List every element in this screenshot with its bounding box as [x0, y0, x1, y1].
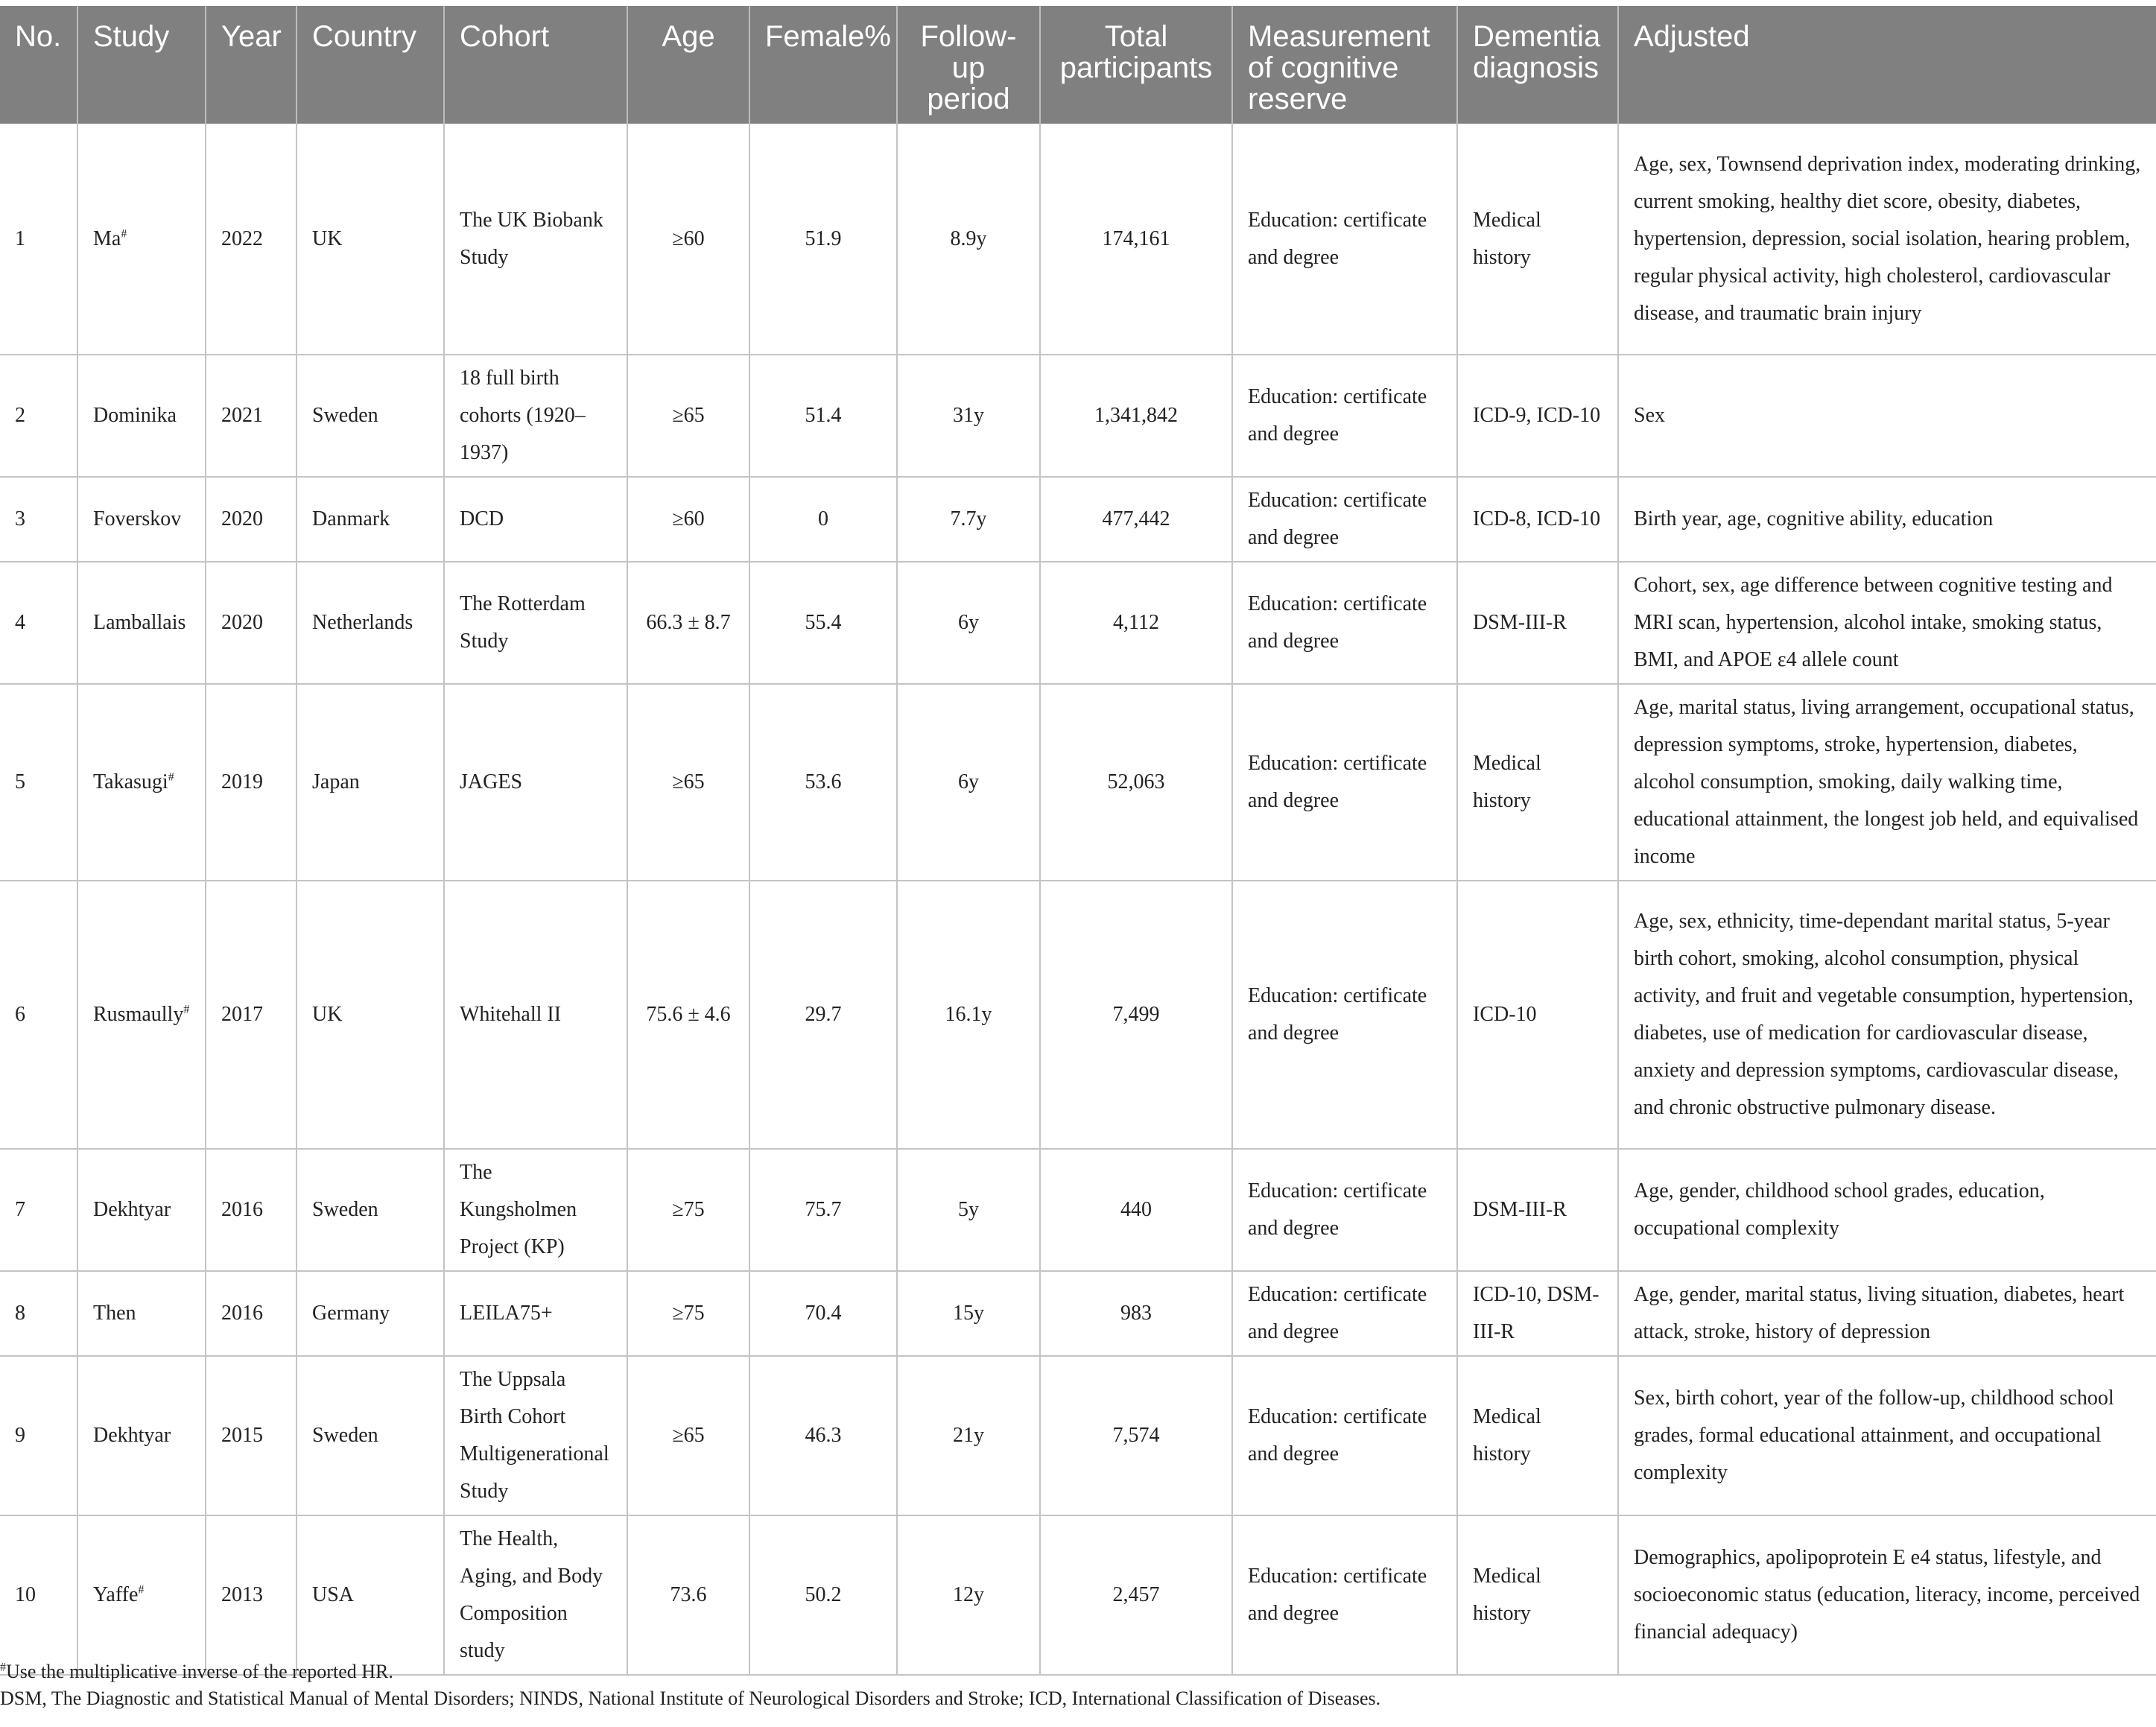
cell-adjusted: [1618, 355, 2156, 477]
measurement-text: Education: certificate and degree: [1248, 489, 1427, 549]
female-text: 70.4: [805, 1302, 842, 1325]
cell-diagnosis: [1457, 477, 1618, 562]
cell-total: [1040, 1271, 1232, 1356]
table-row: [0, 355, 2156, 477]
header-total: Total participants: [1040, 6, 1232, 124]
diagnosis-text: ICD-9, ICD-10: [1473, 404, 1601, 427]
cell-country: [297, 881, 444, 1149]
cell-diagnosis: [1457, 562, 1618, 684]
cell-age: [627, 684, 749, 881]
diagnosis-text: DSM-III-R: [1473, 611, 1567, 634]
cell-study: [77, 477, 206, 562]
cell-total: [1040, 1515, 1232, 1675]
cell-cohort: [444, 881, 627, 1149]
year-text: 2016: [221, 1198, 263, 1221]
follow-up-text: 7.7y: [950, 507, 987, 530]
cell-country: [297, 477, 444, 562]
no-text: 1: [15, 226, 25, 250]
cell-measurement: [1232, 881, 1457, 1149]
cell-age: [627, 355, 749, 477]
cell-year: [206, 1149, 297, 1271]
cell-follow-up: [897, 477, 1040, 562]
female-text: 29.7: [805, 1003, 842, 1026]
header-follow-up: Follow-up period: [897, 6, 1040, 124]
age-text: 75.6 ± 4.6: [646, 1003, 731, 1026]
table-body: [0, 124, 2156, 1675]
cohort-text: The Rotterdam Study: [460, 592, 586, 653]
follow-up-text: 6y: [958, 611, 979, 634]
header-row: [0, 6, 2156, 124]
cell-study: [77, 1271, 206, 1356]
age-text: ≥60: [672, 507, 705, 530]
age-text: ≥60: [672, 226, 705, 250]
cell-cohort: [444, 477, 627, 562]
total-text: 7,499: [1112, 1003, 1160, 1026]
study-text: Then: [93, 1302, 136, 1325]
cell-year: [206, 1515, 297, 1675]
cell-adjusted: [1618, 124, 2156, 355]
age-text: ≥65: [672, 404, 705, 427]
cell-cohort: [444, 1356, 627, 1515]
cell-follow-up: [897, 1515, 1040, 1675]
cohort-text: The UK Biobank Study: [460, 208, 603, 269]
age-text: ≥65: [672, 1424, 705, 1447]
cell-total: [1040, 1356, 1232, 1515]
cell-adjusted: [1618, 881, 2156, 1149]
cell-no: [0, 881, 77, 1149]
no-text: 8: [15, 1302, 25, 1325]
total-text: 2,457: [1112, 1583, 1160, 1606]
cell-female: [749, 1149, 897, 1271]
female-text: 51.9: [805, 226, 842, 250]
cell-adjusted: [1618, 684, 2156, 881]
cohort-text: The Uppsala Birth Cohort Multigenerational Study: [460, 1368, 609, 1503]
year-text: 2020: [221, 507, 263, 530]
table-row: [0, 1271, 2156, 1356]
age-text: ≥75: [672, 1198, 705, 1221]
cell-year: [206, 124, 297, 355]
cell-female: [749, 1515, 897, 1675]
follow-up-text: 5y: [958, 1198, 979, 1221]
year-text: 2013: [221, 1583, 263, 1606]
female-text: 50.2: [805, 1583, 842, 1606]
table-row: [0, 684, 2156, 881]
cell-no: [0, 1515, 77, 1675]
cell-cohort: [444, 124, 627, 355]
cell-country: [297, 355, 444, 477]
year-text: 2021: [221, 404, 263, 427]
country-text: Netherlands: [312, 611, 413, 634]
female-text: 0: [818, 507, 828, 530]
measurement-text: Education: certificate and degree: [1248, 1283, 1427, 1343]
cell-total: [1040, 355, 1232, 477]
year-text: 2016: [221, 1302, 263, 1325]
cohort-text: DCD: [460, 507, 504, 530]
cell-follow-up: [897, 1356, 1040, 1515]
study-text: Yaffe: [93, 1583, 139, 1606]
cell-no: [0, 1271, 77, 1356]
cell-no: [0, 124, 77, 355]
year-text: 2022: [221, 226, 263, 250]
diagnosis-text: ICD-10, DSM-III-R: [1473, 1283, 1599, 1343]
cell-adjusted: [1618, 562, 2156, 684]
cell-female: [749, 1356, 897, 1515]
cell-measurement: [1232, 684, 1457, 881]
cell-follow-up: [897, 1149, 1040, 1271]
table-row: [0, 124, 2156, 355]
year-text: 2017: [221, 1003, 263, 1026]
cell-follow-up: [897, 124, 1040, 355]
cell-female: [749, 355, 897, 477]
cell-year: [206, 881, 297, 1149]
measurement-text: Education: certificate and degree: [1248, 385, 1427, 446]
cell-measurement: [1232, 1271, 1457, 1356]
diagnosis-text: Medical history: [1473, 208, 1541, 269]
country-text: UK: [312, 1003, 343, 1026]
cell-follow-up: [897, 684, 1040, 881]
header-no: No.: [0, 6, 77, 124]
adjusted-text: Birth year, age, cognitive ability, education: [1634, 507, 1994, 530]
country-text: Sweden: [312, 1424, 378, 1447]
cell-age: [627, 477, 749, 562]
diagnosis-text: Medical history: [1473, 1565, 1541, 1625]
cell-study: [77, 124, 206, 355]
age-text: ≥65: [672, 770, 705, 793]
no-text: 10: [15, 1583, 36, 1606]
cell-cohort: [444, 562, 627, 684]
adjusted-text: Age, gender, marital status, living situation, diabetes, heart attack, stroke, history of depression: [1634, 1283, 2125, 1343]
age-text: 73.6: [670, 1583, 707, 1606]
country-text: USA: [312, 1583, 355, 1606]
cell-no: [0, 355, 77, 477]
year-text: 2015: [221, 1424, 263, 1447]
cell-follow-up: [897, 881, 1040, 1149]
female-text: 55.4: [805, 611, 842, 634]
no-text: 5: [15, 770, 25, 793]
cell-study: [77, 684, 206, 881]
table-row: [0, 1356, 2156, 1515]
cell-adjusted: [1618, 1356, 2156, 1515]
cell-total: [1040, 1149, 1232, 1271]
age-text: 66.3 ± 8.7: [646, 611, 731, 634]
header-year: Year: [206, 6, 297, 124]
cell-cohort: [444, 1515, 627, 1675]
header-cohort: Cohort: [444, 6, 627, 124]
female-text: 53.6: [805, 770, 842, 793]
measurement-text: Education: certificate and degree: [1248, 208, 1427, 269]
cell-adjusted: [1618, 477, 2156, 562]
measurement-text: Education: certificate and degree: [1248, 1179, 1427, 1240]
cell-no: [0, 562, 77, 684]
footnotes: [0, 1658, 2156, 1712]
no-text: 3: [15, 507, 25, 530]
follow-up-text: 15y: [953, 1302, 984, 1325]
adjusted-text: Sex: [1634, 404, 1665, 427]
cohort-text: Whitehall II: [460, 1003, 562, 1026]
cell-diagnosis: [1457, 1271, 1618, 1356]
female-text: 46.3: [805, 1424, 842, 1447]
measurement-text: Education: certificate and degree: [1248, 1405, 1427, 1465]
cell-study: [77, 881, 206, 1149]
cell-age: [627, 124, 749, 355]
follow-up-text: 8.9y: [950, 226, 987, 250]
adjusted-text: Demographics, apolipoprotein E e4 status, lifestyle, and socioeconomic status (education, literacy, income, perceived financial adequacy): [1634, 1546, 2140, 1644]
cell-female: [749, 1271, 897, 1356]
cell-measurement: [1232, 355, 1457, 477]
diagnosis-text: ICD-10: [1473, 1003, 1537, 1026]
cell-no: [0, 684, 77, 881]
total-text: 1,341,842: [1094, 404, 1178, 427]
female-text: 51.4: [805, 404, 842, 427]
header-country: Country: [297, 6, 444, 124]
cell-measurement: [1232, 1149, 1457, 1271]
adjusted-text: Age, sex, ethnicity, time-dependant marital status, 5-year birth cohort, smoking, alcohol consumption, physical activity, and fruit and vegetable consumption, hypertension, diabetes, use of medication for cardiovascular disease, anxiety and depression symptoms, cardiovascular disease, and chronic obstructive pulmonary disease.: [1634, 910, 2134, 1119]
cell-adjusted: [1618, 1271, 2156, 1356]
cohort-text: LEILA75+: [460, 1302, 553, 1325]
follow-up-text: 12y: [953, 1583, 984, 1606]
cell-cohort: [444, 355, 627, 477]
country-text: Sweden: [312, 404, 378, 427]
cell-year: [206, 477, 297, 562]
footnote-1-text: Use the multiplicative inverse of the reported HR.: [6, 1661, 393, 1682]
cell-female: [749, 124, 897, 355]
cell-country: [297, 1271, 444, 1356]
cohort-text: The Kungsholmen Project (KP): [460, 1161, 577, 1258]
cell-age: [627, 562, 749, 684]
table-row: [0, 562, 2156, 684]
cell-total: [1040, 684, 1232, 881]
year-text: 2019: [221, 770, 263, 793]
cell-country: [297, 124, 444, 355]
diagnosis-text: ICD-8, ICD-10: [1473, 507, 1601, 530]
no-text: 4: [15, 611, 25, 634]
adjusted-text: Cohort, sex, age difference between cognitive testing and MRI scan, hypertension, alcohol intake, smoking status, BMI, and APOE ε4 allele count: [1634, 574, 2113, 671]
adjusted-text: Age, gender, childhood school grades, education, occupational complexity: [1634, 1179, 2045, 1240]
cell-age: [627, 1271, 749, 1356]
cell-diagnosis: [1457, 684, 1618, 881]
total-text: 174,161: [1102, 226, 1170, 250]
cell-country: [297, 1149, 444, 1271]
cell-year: [206, 1356, 297, 1515]
cell-diagnosis: [1457, 355, 1618, 477]
cell-study: [77, 355, 206, 477]
cell-age: [627, 1356, 749, 1515]
study-text: Dekhtyar: [93, 1424, 171, 1447]
cell-year: [206, 684, 297, 881]
cell-no: [0, 1149, 77, 1271]
cell-measurement: [1232, 1356, 1457, 1515]
cell-total: [1040, 562, 1232, 684]
table-row: [0, 477, 2156, 562]
study-text: Takasugi: [93, 770, 168, 793]
cell-year: [206, 355, 297, 477]
no-text: 6: [15, 1003, 25, 1026]
no-text: 2: [15, 404, 25, 427]
follow-up-text: 21y: [953, 1424, 984, 1447]
cell-cohort: [444, 1271, 627, 1356]
cell-diagnosis: [1457, 1149, 1618, 1271]
study-text: Foverskov: [93, 507, 182, 530]
footnote-mark: #: [121, 227, 127, 241]
studies-table: [0, 6, 2156, 1676]
total-text: 52,063: [1107, 770, 1165, 793]
cell-study: [77, 562, 206, 684]
cell-age: [627, 1149, 749, 1271]
cell-follow-up: [897, 355, 1040, 477]
cell-female: [749, 562, 897, 684]
header-study: Study: [77, 6, 206, 124]
total-text: 4,112: [1113, 611, 1159, 634]
header-female: Female%: [749, 6, 897, 124]
adjusted-text: Age, marital status, living arrangement, occupational status, depression symptoms, stroke, hypertension, diabetes, alcohol consumption, smoking, daily walking time, educational attainment, the longest job held, and equivalised income: [1634, 696, 2139, 868]
cell-cohort: [444, 684, 627, 881]
country-text: Danmark: [312, 507, 390, 530]
cell-study: [77, 1149, 206, 1271]
total-text: 7,574: [1112, 1424, 1160, 1447]
no-text: 7: [15, 1198, 25, 1221]
cell-adjusted: [1618, 1149, 2156, 1271]
study-text: Dominika: [93, 404, 177, 427]
cell-country: [297, 684, 444, 881]
country-text: Japan: [312, 770, 360, 793]
cell-country: [297, 1515, 444, 1675]
cell-total: [1040, 477, 1232, 562]
cell-no: [0, 1356, 77, 1515]
total-text: 477,442: [1102, 507, 1170, 530]
footnote-mark: #: [0, 1661, 6, 1674]
cell-total: [1040, 881, 1232, 1149]
age-text: ≥75: [672, 1302, 705, 1325]
no-text: 9: [15, 1424, 25, 1447]
footnote-mark: #: [183, 1003, 190, 1016]
adjusted-text: Age, sex, Townsend deprivation index, moderating drinking, current smoking, healthy diet score, obesity, diabetes, hypertension, depression, social isolation, hearing problem, regular physical activity, high cholesterol, cardiovascular disease, and traumatic brain injury: [1634, 152, 2141, 325]
cell-study: [77, 1515, 206, 1675]
diagnosis-text: DSM-III-R: [1473, 1198, 1567, 1221]
cell-measurement: [1232, 1515, 1457, 1675]
footnote-1: [0, 1658, 2156, 1685]
cell-cohort: [444, 1149, 627, 1271]
female-text: 75.7: [805, 1198, 842, 1221]
cell-diagnosis: [1457, 1356, 1618, 1515]
study-text: Rusmaully: [93, 1003, 184, 1026]
total-text: 440: [1120, 1198, 1152, 1221]
cell-year: [206, 1271, 297, 1356]
cohort-text: JAGES: [460, 770, 523, 793]
header-adjusted: Adjusted: [1618, 6, 2156, 124]
cell-year: [206, 562, 297, 684]
cell-female: [749, 477, 897, 562]
measurement-text: Education: certificate and degree: [1248, 752, 1427, 812]
cell-diagnosis: [1457, 881, 1618, 1149]
diagnosis-text: Medical history: [1473, 1405, 1541, 1465]
country-text: UK: [312, 226, 343, 250]
cell-measurement: [1232, 124, 1457, 355]
header-measurement: Measurement of cognitive reserve: [1232, 6, 1457, 124]
footnote-mark: #: [138, 1583, 145, 1597]
cell-adjusted: [1618, 1515, 2156, 1675]
measurement-text: Education: certificate and degree: [1248, 592, 1427, 653]
header-age: Age: [627, 6, 749, 124]
cell-follow-up: [897, 562, 1040, 684]
cell-no: [0, 477, 77, 562]
study-text: Lamballais: [93, 611, 186, 634]
footnote-2: DSM, The Diagnostic and Statistical Manual of Mental Disorders; NINDS, National Institute of Neurological Disorders and Stroke; ICD, International Classification of Diseases.: [0, 1688, 1381, 1709]
measurement-text: Education: certificate and degree: [1248, 1565, 1427, 1625]
study-text: Ma: [93, 226, 121, 250]
table-row: [0, 1149, 2156, 1271]
cell-country: [297, 562, 444, 684]
cell-measurement: [1232, 477, 1457, 562]
country-text: Germany: [312, 1302, 390, 1325]
cell-measurement: [1232, 562, 1457, 684]
cohort-text: The Health, Aging, and Body Composition study: [460, 1527, 603, 1662]
cell-follow-up: [897, 1271, 1040, 1356]
cell-age: [627, 881, 749, 1149]
follow-up-text: 16.1y: [945, 1003, 992, 1026]
cell-total: [1040, 124, 1232, 355]
country-text: Sweden: [312, 1198, 378, 1221]
cell-age: [627, 1515, 749, 1675]
table-row: [0, 1515, 2156, 1675]
cell-study: [77, 1356, 206, 1515]
diagnosis-text: Medical history: [1473, 752, 1541, 812]
follow-up-text: 6y: [958, 770, 979, 793]
measurement-text: Education: certificate and degree: [1248, 984, 1427, 1045]
total-text: 983: [1120, 1302, 1152, 1325]
year-text: 2020: [221, 611, 263, 634]
follow-up-text: 31y: [953, 404, 984, 427]
adjusted-text: Sex, birth cohort, year of the follow-up, childhood school grades, formal educational attainment, and occupational complexity: [1634, 1387, 2114, 1484]
table-row: [0, 881, 2156, 1149]
cell-diagnosis: [1457, 124, 1618, 355]
study-text: Dekhtyar: [93, 1198, 171, 1221]
cell-diagnosis: [1457, 1515, 1618, 1675]
header-diagnosis: Dementia diagnosis: [1457, 6, 1618, 124]
cell-female: [749, 881, 897, 1149]
cohort-text: 18 full birth cohorts (1920–1937): [460, 367, 586, 464]
footnote-mark: #: [168, 770, 174, 784]
cell-country: [297, 1356, 444, 1515]
cell-female: [749, 684, 897, 881]
